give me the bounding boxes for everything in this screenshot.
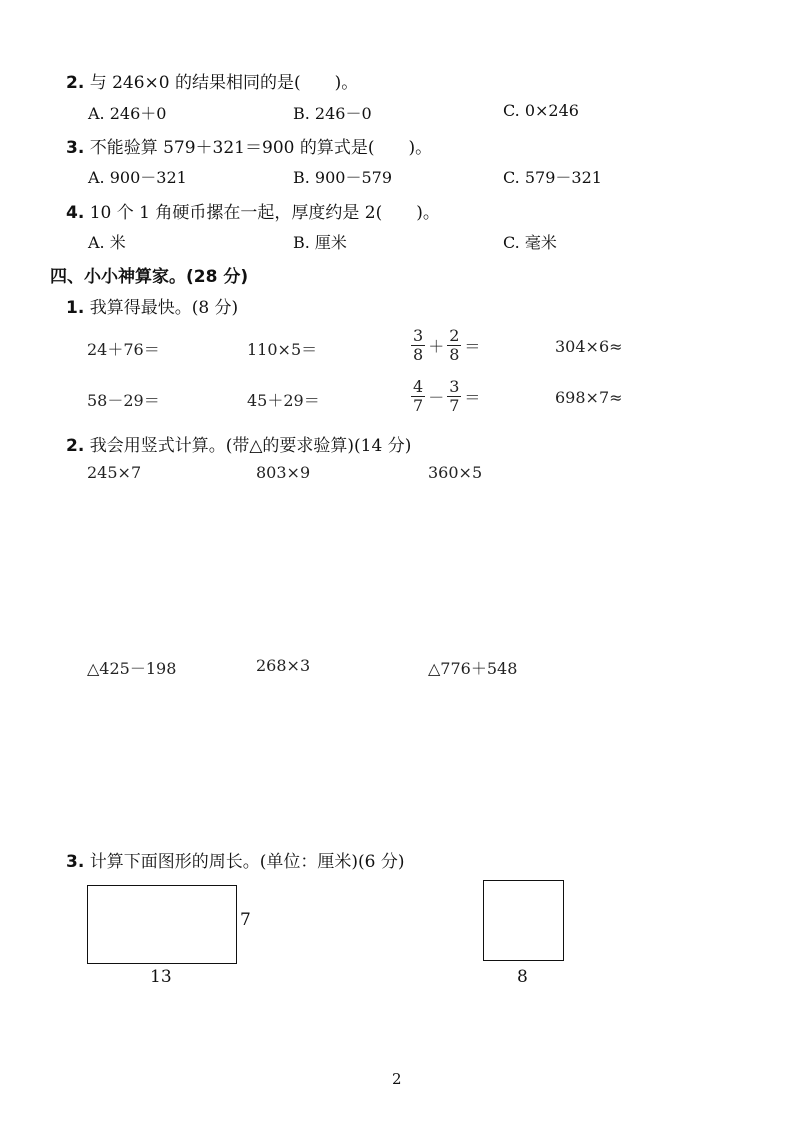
question-3-stem: 3. 不能验算 579＋321＝900 的算式是( )。: [66, 138, 433, 158]
oral-calc-3: 304×6≈: [555, 337, 623, 356]
fraction: $\frac{2}{8}$: [449, 326, 460, 364]
question-3-option-c[interactable]: C. 579－321: [503, 168, 602, 187]
rectangle-width-label: 13: [150, 967, 172, 987]
question-3-option-b[interactable]: B. 900－579: [293, 168, 393, 187]
fraction: $\frac{3}{7}$: [449, 377, 460, 415]
oral-calc-1: 24＋76＝: [87, 340, 160, 359]
oral-calc-5: 45＋29＝: [247, 391, 320, 410]
square-figure: [483, 880, 564, 961]
part-2-title: 2. 我会用竖式计算。(带△的要求验算)(14 分): [66, 436, 412, 456]
question-4-option-c[interactable]: C. 毫米: [503, 233, 557, 252]
question-3-option-a[interactable]: A. 900－321: [88, 168, 187, 187]
fraction: $\frac{3}{8}$: [413, 326, 424, 364]
oral-calc-fraction-1: $\frac{3}{8}$ ＋ $\frac{2}{8}$ ＝: [413, 326, 481, 364]
question-2-option-b[interactable]: B. 246－0: [293, 104, 372, 123]
question-4-stem: 4. 10 个 1 角硬币摞在一起，厚度约是 2( )。: [66, 203, 440, 223]
vertical-calc-1: 245×7: [87, 463, 142, 482]
fraction: $\frac{4}{7}$: [413, 377, 424, 415]
vertical-calc-3: 360×5: [428, 463, 483, 482]
vertical-calc-5: 268×3: [256, 656, 311, 675]
oral-calc-6: 698×7≈: [555, 388, 623, 407]
vertical-calc-4: △425－198: [87, 659, 177, 678]
vertical-calc-2: 803×9: [256, 463, 311, 482]
part-3-title: 3. 计算下面图形的周长。(单位：厘米)(6 分): [66, 852, 405, 872]
oral-calc-fraction-2: $\frac{4}{7}$ － $\frac{3}{7}$ ＝: [413, 377, 481, 415]
question-2-option-a[interactable]: A. 246＋0: [88, 104, 167, 123]
question-4-option-b[interactable]: B. 厘米: [293, 233, 347, 252]
section-4-heading: 四、小小神算家。(28 分): [50, 267, 249, 287]
part-1-title: 1. 我算得最快。(8 分): [66, 298, 239, 318]
oral-calc-4: 58－29＝: [87, 391, 160, 410]
oral-calc-2: 110×5＝: [247, 340, 318, 359]
rectangle-figure: [87, 885, 237, 964]
page-number: 2: [392, 1070, 402, 1088]
question-4-option-a[interactable]: A. 米: [88, 233, 126, 252]
question-2-option-c[interactable]: C. 0×246: [503, 101, 579, 120]
rectangle-height-label: 7: [240, 910, 251, 930]
square-side-label: 8: [517, 967, 528, 987]
vertical-calc-6: △776＋548: [428, 659, 518, 678]
question-2-stem: 2. 与 246×0 的结果相同的是( )。: [66, 73, 359, 93]
